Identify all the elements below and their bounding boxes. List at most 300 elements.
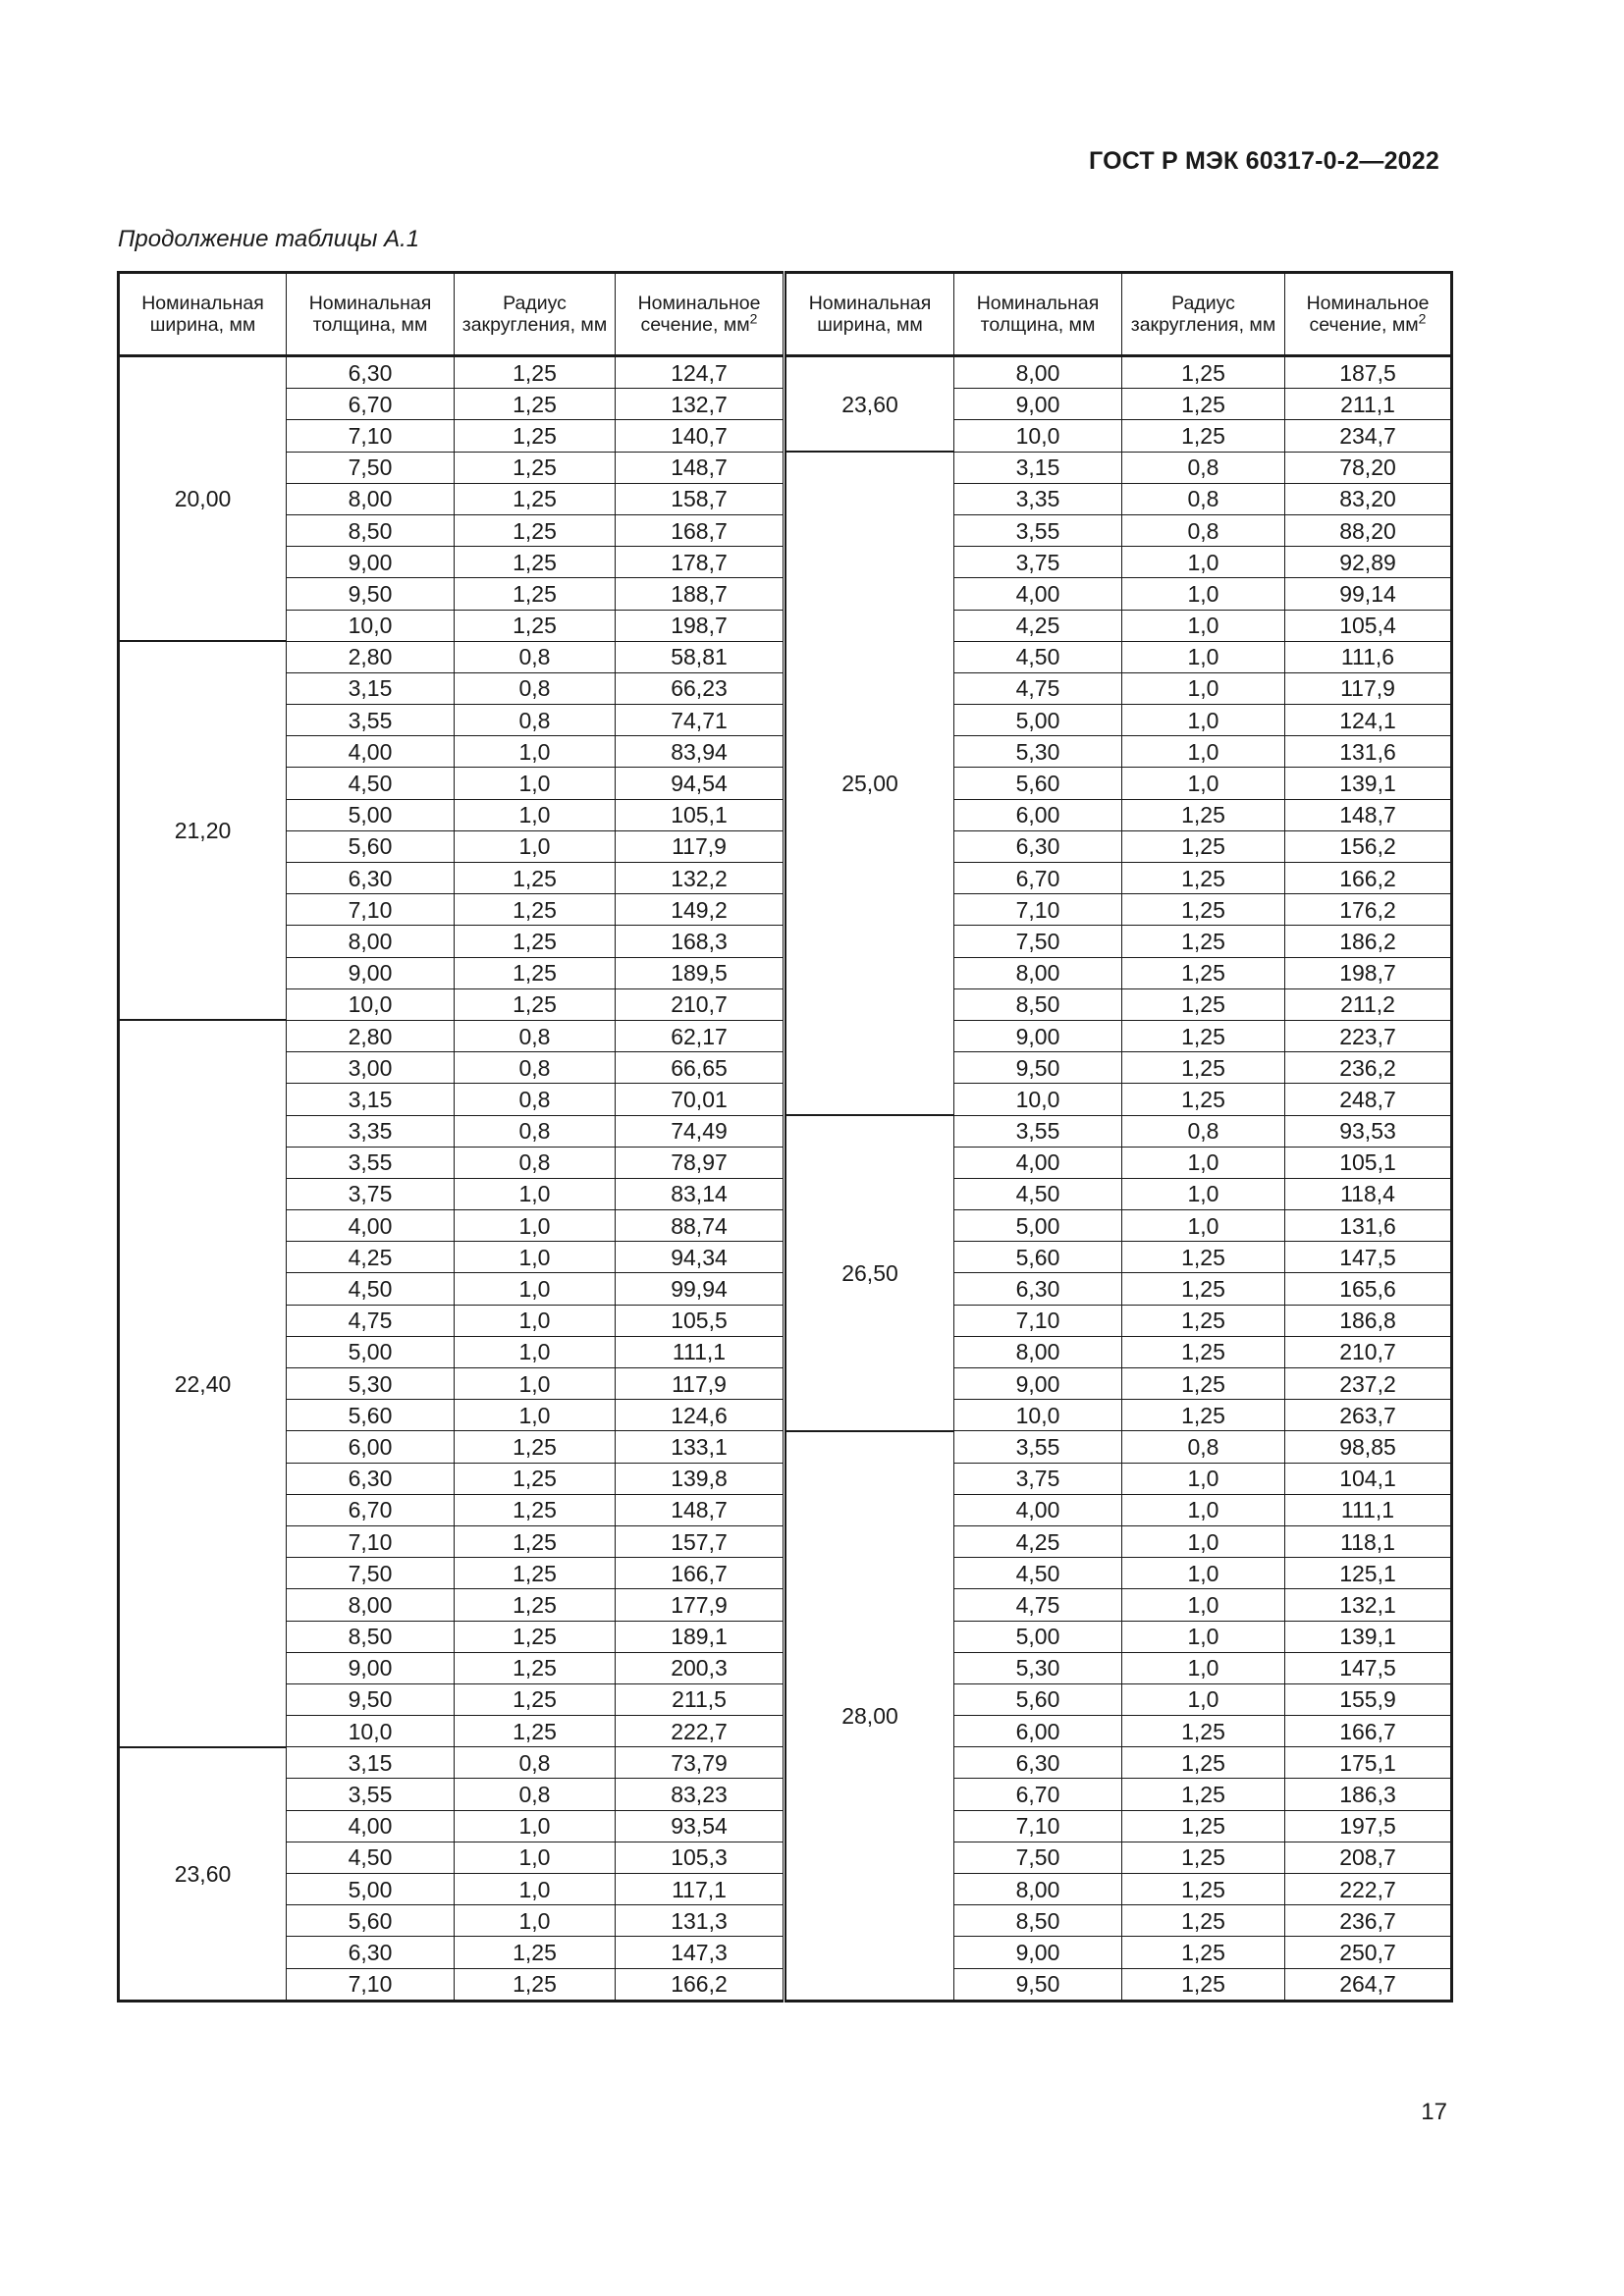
table-right-half bbox=[785, 271, 1453, 2002]
thickness-cell: 6,30 bbox=[287, 863, 455, 894]
section-cell: 155,9 bbox=[1285, 1683, 1452, 1715]
thickness-cell: 3,00 bbox=[287, 1052, 455, 1084]
radius-cell: 1,0 bbox=[455, 1810, 616, 1842]
thickness-cell: 5,00 bbox=[287, 1336, 455, 1367]
width-cell: 26,50 bbox=[786, 1115, 954, 1431]
radius-cell: 1,25 bbox=[455, 957, 616, 988]
thickness-cell: 9,00 bbox=[954, 1020, 1122, 1051]
radius-cell: 1,0 bbox=[1122, 1589, 1285, 1621]
section-cell: 111,6 bbox=[1285, 641, 1452, 672]
thickness-cell: 2,80 bbox=[287, 1020, 455, 1051]
header-row bbox=[786, 273, 1452, 356]
thickness-cell: 6,30 bbox=[287, 1937, 455, 1968]
header-section: Номинальное сечение, $мм^2$ bbox=[1285, 273, 1452, 356]
section-cell: 93,53 bbox=[1285, 1115, 1452, 1147]
section-cell: 83,14 bbox=[616, 1178, 785, 1209]
thickness-cell: 3,55 bbox=[954, 1431, 1122, 1463]
section-cell: 177,9 bbox=[616, 1589, 785, 1621]
section-cell: 168,3 bbox=[616, 926, 785, 957]
section-cell: 236,2 bbox=[1285, 1052, 1452, 1084]
section-cell: 166,7 bbox=[616, 1558, 785, 1589]
radius-cell: 1,25 bbox=[1122, 1905, 1285, 1937]
section-cell: 94,54 bbox=[616, 768, 785, 799]
radius-cell: 1,25 bbox=[455, 610, 616, 641]
thickness-cell: 8,50 bbox=[287, 1621, 455, 1652]
thickness-cell: 5,30 bbox=[954, 1652, 1122, 1683]
width-cell: 21,20 bbox=[119, 641, 287, 1020]
radius-cell: 1,25 bbox=[455, 988, 616, 1020]
header-radius: Радиус закругления, мм bbox=[455, 273, 616, 356]
table-row bbox=[786, 1115, 1452, 1147]
section-cell: 166,2 bbox=[1285, 863, 1452, 894]
radius-cell: 1,0 bbox=[1122, 1494, 1285, 1525]
table-row bbox=[119, 1747, 785, 1779]
section-cell: 99,14 bbox=[1285, 578, 1452, 610]
table-row bbox=[786, 1431, 1452, 1463]
section-cell: 147,3 bbox=[616, 1937, 785, 1968]
radius-cell: 1,0 bbox=[1122, 705, 1285, 736]
radius-cell: 0,8 bbox=[455, 1084, 616, 1115]
radius-cell: 1,25 bbox=[455, 1968, 616, 2001]
thickness-cell: 7,10 bbox=[954, 1810, 1122, 1842]
section-cell: 211,1 bbox=[1285, 389, 1452, 420]
radius-cell: 1,25 bbox=[455, 547, 616, 578]
section-cell: 78,97 bbox=[616, 1147, 785, 1178]
radius-cell: 1,25 bbox=[1122, 420, 1285, 452]
radius-cell: 1,0 bbox=[1122, 1683, 1285, 1715]
thickness-cell: 9,00 bbox=[287, 957, 455, 988]
thickness-cell: 9,00 bbox=[287, 547, 455, 578]
table-right-body bbox=[786, 356, 1452, 2002]
radius-cell: 1,0 bbox=[455, 1210, 616, 1242]
section-cell: 210,7 bbox=[616, 988, 785, 1020]
section-cell: 175,1 bbox=[1285, 1747, 1452, 1779]
radius-cell: 1,0 bbox=[1122, 1621, 1285, 1652]
header-thickness: Номинальная толщина, мм bbox=[954, 273, 1122, 356]
thickness-cell: 6,70 bbox=[954, 1779, 1122, 1810]
radius-cell: 1,25 bbox=[1122, 1937, 1285, 1968]
radius-cell: 1,25 bbox=[455, 1558, 616, 1589]
radius-cell: 1,0 bbox=[455, 1874, 616, 1905]
radius-cell: 1,25 bbox=[455, 926, 616, 957]
section-cell: 237,2 bbox=[1285, 1368, 1452, 1400]
header-thickness: Номинальная толщина, мм bbox=[287, 273, 455, 356]
section-cell: 111,1 bbox=[616, 1336, 785, 1367]
section-cell: 211,5 bbox=[616, 1683, 785, 1715]
thickness-cell: 9,00 bbox=[954, 389, 1122, 420]
table-row bbox=[786, 356, 1452, 389]
radius-cell: 1,25 bbox=[455, 1621, 616, 1652]
width-cell: 28,00 bbox=[786, 1431, 954, 2001]
section-cell: 98,85 bbox=[1285, 1431, 1452, 1463]
thickness-cell: 5,00 bbox=[287, 799, 455, 830]
thickness-cell: 5,60 bbox=[954, 1242, 1122, 1273]
section-cell: 88,74 bbox=[616, 1210, 785, 1242]
thickness-cell: 4,00 bbox=[287, 736, 455, 768]
thickness-cell: 4,50 bbox=[954, 1178, 1122, 1209]
section-cell: 66,23 bbox=[616, 672, 785, 704]
thickness-cell: 3,55 bbox=[287, 705, 455, 736]
section-cell: 131,3 bbox=[616, 1905, 785, 1937]
thickness-cell: 4,00 bbox=[954, 1494, 1122, 1525]
section-cell: 198,7 bbox=[616, 610, 785, 641]
thickness-cell: 7,10 bbox=[287, 1525, 455, 1557]
radius-cell: 1,25 bbox=[1122, 1052, 1285, 1084]
radius-cell: 1,25 bbox=[1122, 1305, 1285, 1336]
section-cell: 234,7 bbox=[1285, 420, 1452, 452]
radius-cell: 1,0 bbox=[1122, 1178, 1285, 1209]
thickness-cell: 3,75 bbox=[287, 1178, 455, 1209]
table-a1-continuation bbox=[117, 271, 1448, 2002]
section-cell: 178,7 bbox=[616, 547, 785, 578]
radius-cell: 1,0 bbox=[455, 799, 616, 830]
thickness-cell: 4,25 bbox=[954, 610, 1122, 641]
radius-cell: 1,25 bbox=[455, 452, 616, 483]
section-cell: 117,9 bbox=[616, 830, 785, 862]
section-cell: 166,7 bbox=[1285, 1716, 1452, 1747]
width-cell: 22,40 bbox=[119, 1020, 287, 1746]
radius-cell: 0,8 bbox=[1122, 452, 1285, 483]
thickness-cell: 3,15 bbox=[287, 1747, 455, 1779]
radius-cell: 1,0 bbox=[1122, 547, 1285, 578]
radius-cell: 0,8 bbox=[1122, 514, 1285, 546]
thickness-cell: 7,50 bbox=[287, 1558, 455, 1589]
radius-cell: 1,25 bbox=[1122, 1273, 1285, 1305]
section-cell: 158,7 bbox=[616, 483, 785, 514]
section-cell: 132,2 bbox=[616, 863, 785, 894]
section-cell: 165,6 bbox=[1285, 1273, 1452, 1305]
section-cell: 66,65 bbox=[616, 1052, 785, 1084]
table-caption: Продолжение таблицы А.1 bbox=[118, 226, 420, 252]
thickness-cell: 6,70 bbox=[287, 389, 455, 420]
radius-cell: 1,0 bbox=[455, 1242, 616, 1273]
thickness-cell: 7,10 bbox=[287, 894, 455, 926]
thickness-cell: 6,30 bbox=[954, 1273, 1122, 1305]
thickness-cell: 3,35 bbox=[954, 483, 1122, 514]
table-row bbox=[119, 1020, 785, 1051]
radius-cell: 1,25 bbox=[1122, 1336, 1285, 1367]
radius-cell: 1,25 bbox=[455, 1431, 616, 1463]
radius-cell: 1,25 bbox=[1122, 389, 1285, 420]
table-row bbox=[786, 452, 1452, 483]
section-cell: 117,9 bbox=[1285, 672, 1452, 704]
section-cell: 83,23 bbox=[616, 1779, 785, 1810]
thickness-cell: 7,10 bbox=[287, 420, 455, 452]
radius-cell: 1,0 bbox=[1122, 1652, 1285, 1683]
radius-cell: 1,0 bbox=[455, 1400, 616, 1431]
section-cell: 222,7 bbox=[1285, 1874, 1452, 1905]
thickness-cell: 5,60 bbox=[287, 830, 455, 862]
thickness-cell: 4,50 bbox=[287, 1273, 455, 1305]
thickness-cell: 6,70 bbox=[287, 1494, 455, 1525]
radius-cell: 0,8 bbox=[1122, 1115, 1285, 1147]
section-cell: 147,5 bbox=[1285, 1242, 1452, 1273]
section-cell: 166,2 bbox=[616, 1968, 785, 2001]
thickness-cell: 9,50 bbox=[287, 1683, 455, 1715]
thickness-cell: 5,00 bbox=[954, 1210, 1122, 1242]
section-cell: 104,1 bbox=[1285, 1463, 1452, 1494]
header-width: Номинальная ширина, мм bbox=[786, 273, 954, 356]
radius-cell: 1,25 bbox=[1122, 926, 1285, 957]
thickness-cell: 10,0 bbox=[954, 1400, 1122, 1431]
section-cell: 93,54 bbox=[616, 1810, 785, 1842]
section-cell: 236,7 bbox=[1285, 1905, 1452, 1937]
thickness-cell: 7,50 bbox=[954, 926, 1122, 957]
radius-cell: 1,25 bbox=[455, 1652, 616, 1683]
thickness-cell: 5,60 bbox=[954, 768, 1122, 799]
thickness-cell: 9,50 bbox=[954, 1968, 1122, 2001]
radius-cell: 0,8 bbox=[1122, 1431, 1285, 1463]
section-cell: 124,6 bbox=[616, 1400, 785, 1431]
radius-cell: 1,25 bbox=[1122, 1968, 1285, 2001]
section-cell: 132,1 bbox=[1285, 1589, 1452, 1621]
radius-cell: 1,25 bbox=[1122, 1400, 1285, 1431]
document-code: ГОСТ Р МЭК 60317-0-2—2022 bbox=[1089, 147, 1439, 175]
radius-cell: 1,25 bbox=[455, 1463, 616, 1494]
thickness-cell: 5,30 bbox=[954, 736, 1122, 768]
thickness-cell: 4,75 bbox=[287, 1305, 455, 1336]
thickness-cell: 9,50 bbox=[954, 1052, 1122, 1084]
table-row bbox=[119, 641, 785, 672]
thickness-cell: 6,00 bbox=[954, 1716, 1122, 1747]
section-cell: 105,4 bbox=[1285, 610, 1452, 641]
section-cell: 74,49 bbox=[616, 1115, 785, 1147]
radius-cell: 0,8 bbox=[455, 1147, 616, 1178]
thickness-cell: 3,15 bbox=[287, 1084, 455, 1115]
section-cell: 148,7 bbox=[616, 1494, 785, 1525]
width-cell: 23,60 bbox=[119, 1747, 287, 2002]
section-cell: 139,1 bbox=[1285, 1621, 1452, 1652]
thickness-cell: 5,00 bbox=[954, 705, 1122, 736]
radius-cell: 0,8 bbox=[455, 641, 616, 672]
radius-cell: 0,8 bbox=[1122, 483, 1285, 514]
section-cell: 105,1 bbox=[1285, 1147, 1452, 1178]
table-row bbox=[119, 356, 785, 389]
section-cell: 210,7 bbox=[1285, 1336, 1452, 1367]
radius-cell: 1,0 bbox=[1122, 610, 1285, 641]
section-cell: 131,6 bbox=[1285, 736, 1452, 768]
thickness-cell: 5,60 bbox=[954, 1683, 1122, 1715]
section-cell: 94,34 bbox=[616, 1242, 785, 1273]
section-cell: 105,5 bbox=[616, 1305, 785, 1336]
page-number: 17 bbox=[1421, 2099, 1447, 2125]
thickness-cell: 10,0 bbox=[287, 610, 455, 641]
section-cell: 132,7 bbox=[616, 389, 785, 420]
thickness-cell: 10,0 bbox=[954, 1084, 1122, 1115]
radius-cell: 0,8 bbox=[455, 1747, 616, 1779]
radius-cell: 1,0 bbox=[455, 768, 616, 799]
section-cell: 92,89 bbox=[1285, 547, 1452, 578]
thickness-cell: 2,80 bbox=[287, 641, 455, 672]
width-cell: 23,60 bbox=[786, 356, 954, 453]
thickness-cell: 9,00 bbox=[954, 1368, 1122, 1400]
section-cell: 78,20 bbox=[1285, 452, 1452, 483]
thickness-cell: 5,00 bbox=[954, 1621, 1122, 1652]
section-cell: 58,81 bbox=[616, 641, 785, 672]
section-cell: 187,5 bbox=[1285, 356, 1452, 389]
radius-cell: 0,8 bbox=[455, 672, 616, 704]
thickness-cell: 8,00 bbox=[954, 957, 1122, 988]
section-cell: 176,2 bbox=[1285, 894, 1452, 926]
radius-cell: 1,25 bbox=[455, 863, 616, 894]
section-cell: 188,7 bbox=[616, 578, 785, 610]
section-cell: 250,7 bbox=[1285, 1937, 1452, 1968]
thickness-cell: 9,00 bbox=[954, 1937, 1122, 1968]
thickness-cell: 10,0 bbox=[287, 1716, 455, 1747]
radius-cell: 1,0 bbox=[1122, 1147, 1285, 1178]
radius-cell: 1,25 bbox=[455, 1494, 616, 1525]
radius-cell: 1,0 bbox=[1122, 1210, 1285, 1242]
radius-cell: 1,25 bbox=[1122, 988, 1285, 1020]
section-cell: 189,1 bbox=[616, 1621, 785, 1652]
section-cell: 88,20 bbox=[1285, 514, 1452, 546]
thickness-cell: 8,00 bbox=[287, 483, 455, 514]
header-row bbox=[119, 273, 785, 356]
thickness-cell: 6,00 bbox=[954, 799, 1122, 830]
radius-cell: 1,25 bbox=[1122, 1779, 1285, 1810]
thickness-cell: 3,55 bbox=[287, 1147, 455, 1178]
radius-cell: 1,0 bbox=[455, 1842, 616, 1873]
section-cell: 186,2 bbox=[1285, 926, 1452, 957]
radius-cell: 1,25 bbox=[1122, 863, 1285, 894]
thickness-cell: 10,0 bbox=[954, 420, 1122, 452]
section-cell: 124,7 bbox=[616, 356, 785, 389]
section-cell: 148,7 bbox=[1285, 799, 1452, 830]
table-left-body bbox=[119, 356, 785, 2002]
radius-cell: 1,25 bbox=[1122, 1810, 1285, 1842]
radius-cell: 1,0 bbox=[455, 830, 616, 862]
section-cell: 248,7 bbox=[1285, 1084, 1452, 1115]
thickness-cell: 3,55 bbox=[954, 1115, 1122, 1147]
thickness-cell: 3,75 bbox=[954, 547, 1122, 578]
header-section: Номинальное сечение, $мм^2$ bbox=[616, 273, 785, 356]
section-cell: 148,7 bbox=[616, 452, 785, 483]
section-cell: 105,3 bbox=[616, 1842, 785, 1873]
radius-cell: 0,8 bbox=[455, 705, 616, 736]
radius-cell: 1,0 bbox=[455, 736, 616, 768]
section-cell: 168,7 bbox=[616, 514, 785, 546]
radius-cell: 1,25 bbox=[1122, 1368, 1285, 1400]
section-cell: 125,1 bbox=[1285, 1558, 1452, 1589]
section-cell: 70,01 bbox=[616, 1084, 785, 1115]
section-cell: 117,9 bbox=[616, 1368, 785, 1400]
thickness-cell: 4,25 bbox=[954, 1525, 1122, 1557]
thickness-cell: 9,00 bbox=[287, 1652, 455, 1683]
thickness-cell: 4,75 bbox=[954, 1589, 1122, 1621]
section-cell: 124,1 bbox=[1285, 705, 1452, 736]
radius-cell: 1,25 bbox=[455, 894, 616, 926]
width-cell: 25,00 bbox=[786, 452, 954, 1115]
thickness-cell: 7,10 bbox=[954, 894, 1122, 926]
radius-cell: 1,25 bbox=[1122, 1084, 1285, 1115]
width-cell: 20,00 bbox=[119, 356, 287, 642]
section-cell: 223,7 bbox=[1285, 1020, 1452, 1051]
thickness-cell: 5,60 bbox=[287, 1905, 455, 1937]
thickness-cell: 6,00 bbox=[287, 1431, 455, 1463]
section-cell: 208,7 bbox=[1285, 1842, 1452, 1873]
thickness-cell: 4,50 bbox=[954, 641, 1122, 672]
radius-cell: 1,25 bbox=[455, 389, 616, 420]
radius-cell: 1,25 bbox=[1122, 1842, 1285, 1873]
section-cell: 264,7 bbox=[1285, 1968, 1452, 2001]
radius-cell: 1,25 bbox=[1122, 830, 1285, 862]
section-cell: 263,7 bbox=[1285, 1400, 1452, 1431]
thickness-cell: 4,00 bbox=[954, 578, 1122, 610]
section-cell: 74,71 bbox=[616, 705, 785, 736]
radius-cell: 1,25 bbox=[1122, 894, 1285, 926]
section-cell: 99,94 bbox=[616, 1273, 785, 1305]
section-cell: 147,5 bbox=[1285, 1652, 1452, 1683]
thickness-cell: 8,00 bbox=[287, 1589, 455, 1621]
radius-cell: 1,25 bbox=[455, 420, 616, 452]
thickness-cell: 4,00 bbox=[287, 1810, 455, 1842]
section-cell: 149,2 bbox=[616, 894, 785, 926]
radius-cell: 1,0 bbox=[1122, 736, 1285, 768]
radius-cell: 1,25 bbox=[1122, 1020, 1285, 1051]
radius-cell: 0,8 bbox=[455, 1052, 616, 1084]
thickness-cell: 10,0 bbox=[287, 988, 455, 1020]
thickness-cell: 8,50 bbox=[954, 988, 1122, 1020]
radius-cell: 1,0 bbox=[1122, 672, 1285, 704]
radius-cell: 1,0 bbox=[1122, 768, 1285, 799]
thickness-cell: 8,50 bbox=[287, 514, 455, 546]
thickness-cell: 3,75 bbox=[954, 1463, 1122, 1494]
thickness-cell: 6,30 bbox=[287, 356, 455, 389]
radius-cell: 1,25 bbox=[1122, 799, 1285, 830]
section-cell: 198,7 bbox=[1285, 957, 1452, 988]
thickness-cell: 4,00 bbox=[287, 1210, 455, 1242]
radius-cell: 1,0 bbox=[455, 1305, 616, 1336]
radius-cell: 1,25 bbox=[1122, 1242, 1285, 1273]
radius-cell: 0,8 bbox=[455, 1779, 616, 1810]
header-width: Номинальная ширина, мм bbox=[119, 273, 287, 356]
section-cell: 189,5 bbox=[616, 957, 785, 988]
radius-cell: 1,25 bbox=[455, 1683, 616, 1715]
section-cell: 117,1 bbox=[616, 1874, 785, 1905]
thickness-cell: 3,15 bbox=[287, 672, 455, 704]
thickness-cell: 8,00 bbox=[954, 356, 1122, 389]
radius-cell: 1,0 bbox=[1122, 1525, 1285, 1557]
radius-cell: 1,0 bbox=[455, 1368, 616, 1400]
radius-cell: 1,25 bbox=[1122, 1747, 1285, 1779]
radius-cell: 1,25 bbox=[455, 1525, 616, 1557]
radius-cell: 1,25 bbox=[455, 356, 616, 389]
radius-cell: 1,25 bbox=[1122, 1716, 1285, 1747]
section-cell: 131,6 bbox=[1285, 1210, 1452, 1242]
section-cell: 105,1 bbox=[616, 799, 785, 830]
section-cell: 83,94 bbox=[616, 736, 785, 768]
header-radius: Радиус закругления, мм bbox=[1122, 273, 1285, 356]
section-cell: 133,1 bbox=[616, 1431, 785, 1463]
radius-cell: 0,8 bbox=[455, 1115, 616, 1147]
radius-cell: 1,0 bbox=[455, 1178, 616, 1209]
thickness-cell: 9,50 bbox=[287, 578, 455, 610]
thickness-cell: 7,10 bbox=[287, 1968, 455, 2001]
radius-cell: 1,25 bbox=[455, 514, 616, 546]
radius-cell: 1,0 bbox=[1122, 1558, 1285, 1589]
section-cell: 118,1 bbox=[1285, 1525, 1452, 1557]
radius-cell: 1,0 bbox=[455, 1336, 616, 1367]
section-cell: 156,2 bbox=[1285, 830, 1452, 862]
thickness-cell: 4,00 bbox=[954, 1147, 1122, 1178]
radius-cell: 0,8 bbox=[455, 1020, 616, 1051]
thickness-cell: 3,55 bbox=[287, 1779, 455, 1810]
radius-cell: 1,0 bbox=[1122, 641, 1285, 672]
thickness-cell: 4,50 bbox=[287, 768, 455, 799]
thickness-cell: 3,35 bbox=[287, 1115, 455, 1147]
radius-cell: 1,0 bbox=[1122, 578, 1285, 610]
section-cell: 139,8 bbox=[616, 1463, 785, 1494]
